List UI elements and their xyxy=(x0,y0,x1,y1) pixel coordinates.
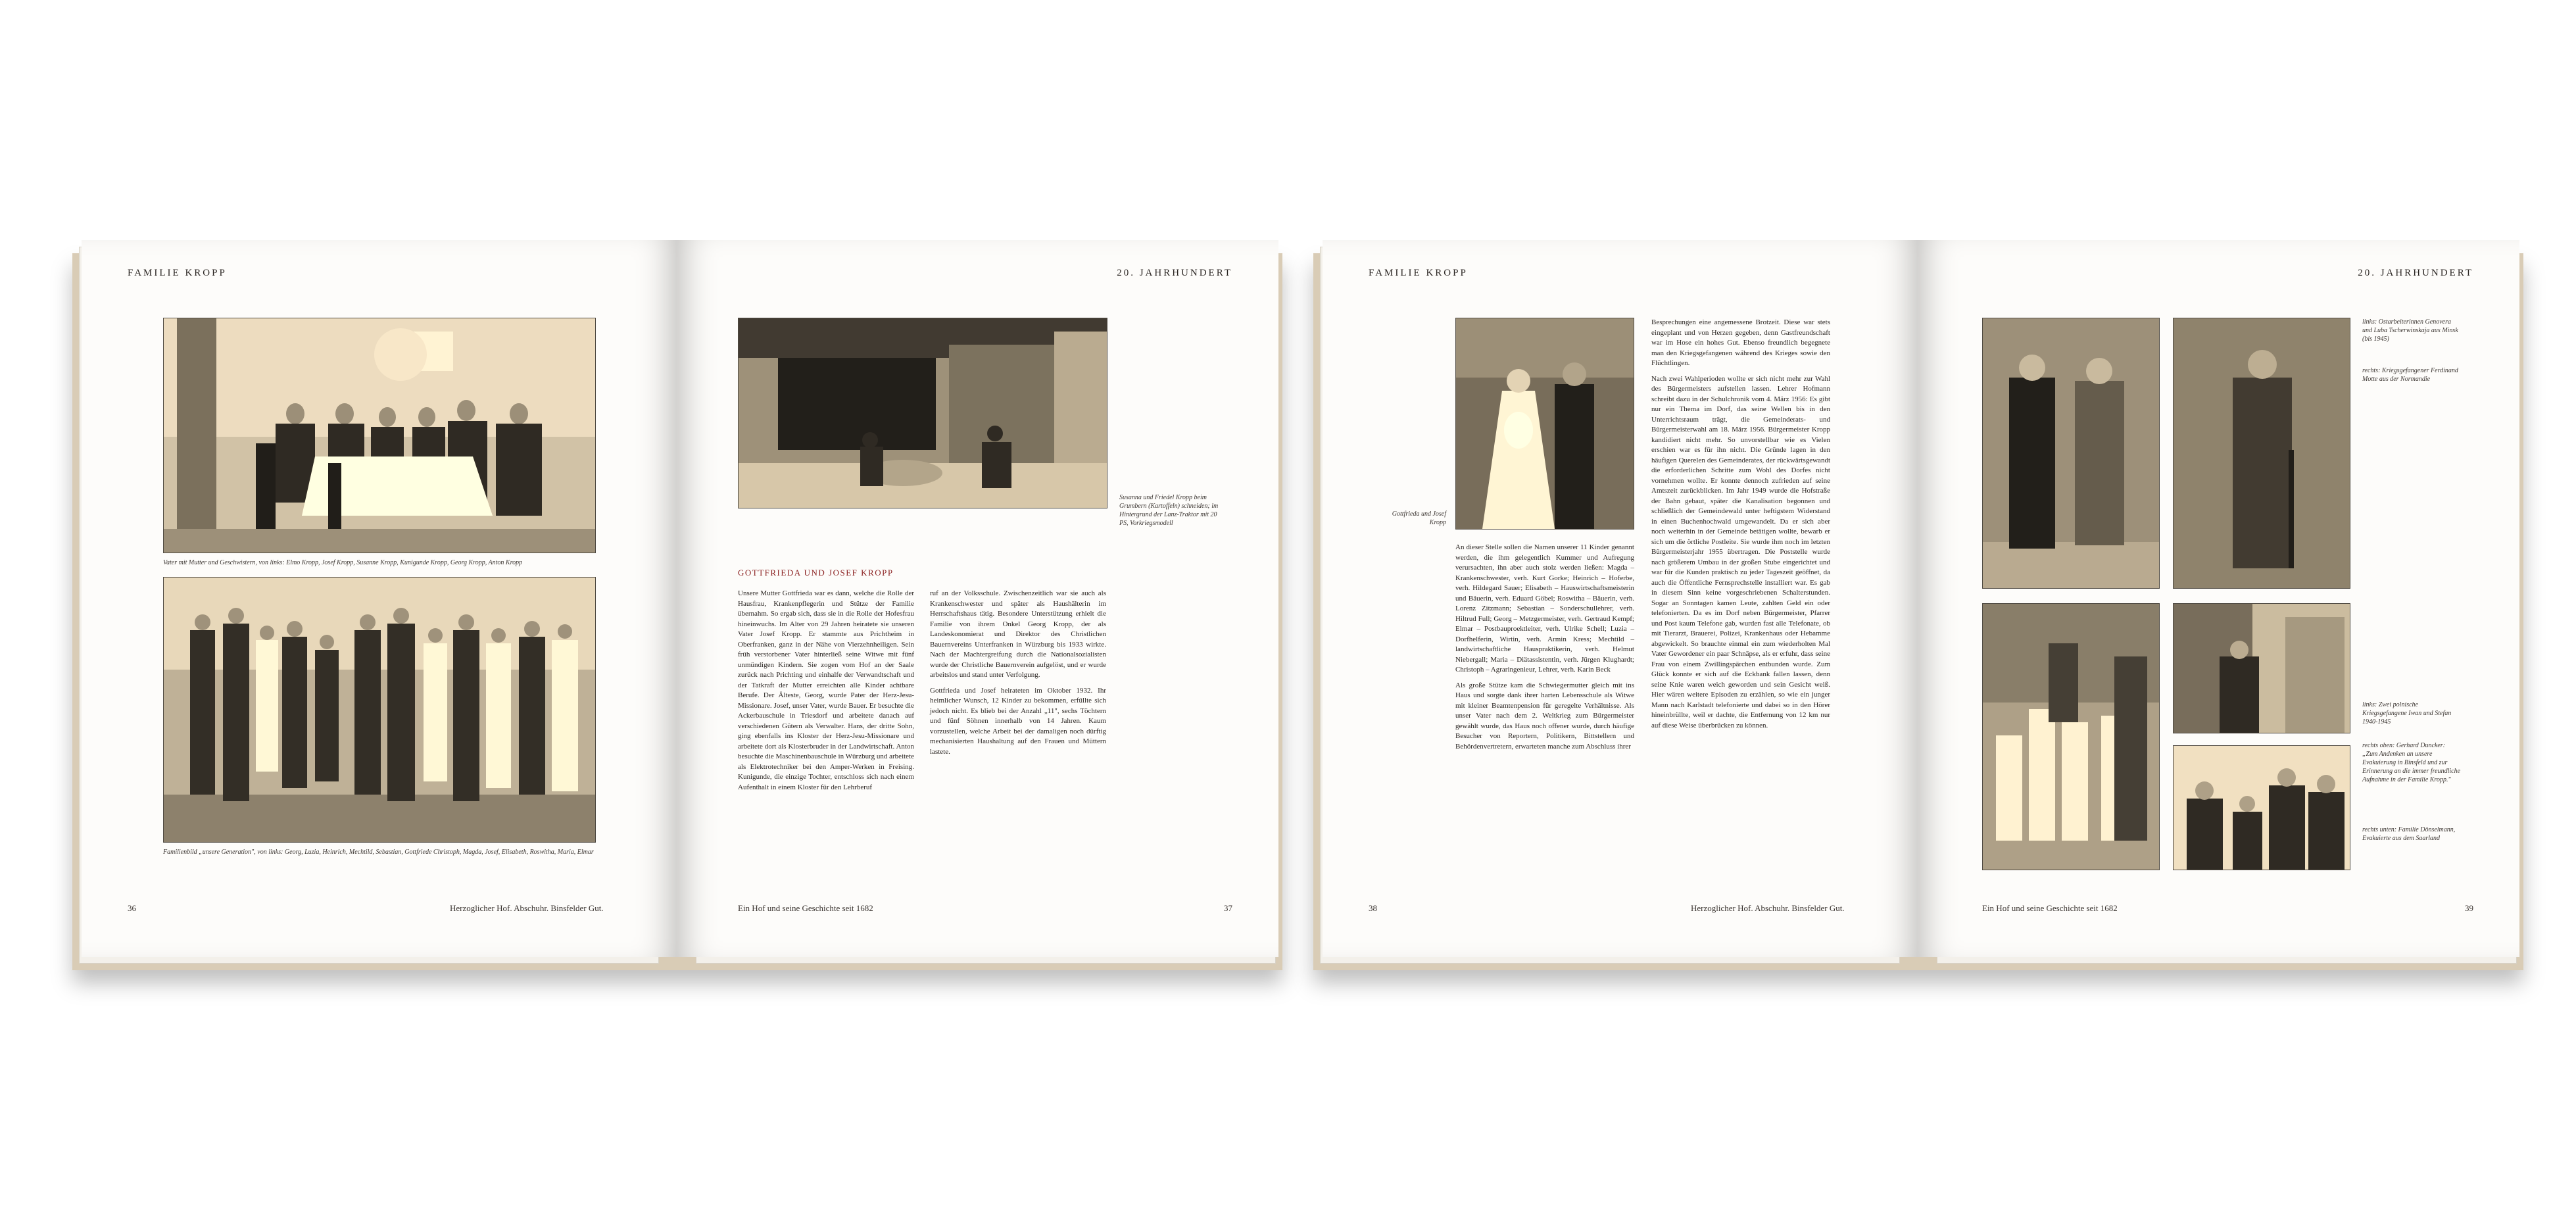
page-36 xyxy=(82,240,677,957)
running-head: 20. JAHRHUNDERT xyxy=(1117,268,1232,278)
caption-wedding-photo: Gottfrieda und Josef Kropp xyxy=(1392,510,1446,526)
caption-potatoes-photo: Susanna und Friedel Kropp beim Grumbern (Kartoffeln) schneiden; im Hintergrund der Lanz-Traktor mit 20 PS, Vorkriegsmodell xyxy=(1119,494,1219,527)
paragraph: Gottfrieda und Josef heirateten im Oktober 1932. Ihr heimlicher Wunsch, 12 Kinder zu bekommen, erfüllte sich jedoch nicht. Es blieb bei der Anzahl „11", sechs Töchtern und fünf Söhnen innerhalb von 14 Jahren. Kaum vorzustellen, welche Arbeit bei der damaligen noch dürftig mechanisierten Haushaltung auf den Frauen und Müttern lastete. xyxy=(930,686,1106,756)
running-head: 20. JAHRHUNDERT xyxy=(2358,268,2473,278)
running-head: FAMILIE KROPP xyxy=(128,268,227,278)
photo-ostarbeiterinnen xyxy=(1982,318,2160,589)
page-39 xyxy=(1918,240,2519,957)
caption-table-photo: Vater mit Mutter und Geschwistern, von links: Elmo Kropp, Josef Kropp, Susanne Kropp, Kunigunde Kropp, Georg Kropp, Anton Kropp xyxy=(163,559,523,566)
photo-gerhard-duncker xyxy=(2173,603,2350,733)
footer-title: Herzoglicher Hof. Abschuhr. Binsfelder Gut. xyxy=(450,903,604,913)
caption-ostarbeiterinnen: links: Ostarbeiterinnen Genovera und Luba Tscherwinskaja aus Minsk (bis 1945) xyxy=(2362,318,2458,343)
footer-title: Herzoglicher Hof. Abschuhr. Binsfelder Gut. xyxy=(1691,903,1845,913)
caption-generation-photo: Familienbild „unsere Generation", von links: Georg, Luzia, Heinrich, Mechtild, Sebastian, Gottfriede Christoph, Magda, Josef, Elisabeth, Roswitha, Maria, Elmar xyxy=(163,849,594,856)
body-column-b xyxy=(1651,318,1830,731)
caption-polish-prisoners: links: Zwei polnische Kriegsgefangene Iwan und Stefan 1940-1945 xyxy=(2362,701,2452,726)
photo-ferdinand-motte xyxy=(2173,318,2350,589)
photo-familie-doenselmann xyxy=(2173,745,2350,870)
body-column-2 xyxy=(930,589,1106,757)
photo-polish-prisoners xyxy=(1982,603,2160,870)
section-title: GOTTFRIEDA UND JOSEF KROPP xyxy=(738,568,894,578)
book-spread-1 xyxy=(78,240,1281,970)
page-number: 39 xyxy=(2465,903,2473,913)
page-38 xyxy=(1323,240,1918,957)
paragraph: Als große Stütze kam die Schwiegermutter gleich mit ins Haus und sorgte dank ihrer harten Lebensschule als Witwe mit kleiner Beamtenpension für geregelte Verhältnisse. Als unser Vater nach dem 2. Weltkrieg zum Bürgermeister gewählt wurde, das Haus noch offener wurde, durch häufige Besucher von Reportern, Politikern, Bittstellern und Behördenvertretern, erwarteten manche zum Abschluss ihrer xyxy=(1455,681,1634,751)
family-photo-generation xyxy=(163,577,596,843)
paragraph: Unsere Mutter Gottfrieda war es dann, welche die Rolle der Hausfrau, Krankenpflegerin und Stütze der Familie übernahm. So ergab sich, dass sie in die Rolle der Hofesfrau hineinwuchs. Im Alter von 29 Jahren heiratete sie unseren Vater Josef Kropp. Er stammte aus Prichtheim in Oberfranken, ganz in der Nähe von Vierzehnheiligen. Sein früh verstorbener Vater hinterließ seine Witwe mit fünf unmündigen Kindern. Sie zogen vom Hof an der Saale zurück nach Prichting und einhalfe der Verwandtschaft und der Tatkraft der Mutter erreichten alle Kinder achtbare Berufe. Der Älteste, Georg, wurde Pater der Herz-Jesu-Missionare. Josef, unser Vater, wurde Bauer. Er besuchte die Ackerbauschule in Triesdorf und arbeitete danach auf verschiedenen Gütern als Verwalter. Hans, der dritte Sohn, ging ebenfalls ins Kloster der Herz-Jesu-Missionare und arbeitete dort als Klosterbruder in der Landwirtschaft. Anton besuchte die Maschinenbauschule in Würzburg und arbeitete als Elektrotechniker bei den Amper-Werken in Freising. Kunigunde, die einzige Tochter, entschloss sich nach einem Aufenthalt in einem Kloster für den Lehrberuf xyxy=(738,589,914,791)
farm-photo-potatoes xyxy=(738,318,1107,508)
caption-duncker: rechts oben: Gerhard Duncker: „Zum Andenken an unsere Evakuierung in Binsfeld und zur Erinnerung an die immer freundliche Aufnahme in der Familie Kropp." xyxy=(2362,742,2461,783)
family-photo-table xyxy=(163,318,596,553)
page-37 xyxy=(677,240,1278,957)
wedding-photo xyxy=(1455,318,1634,530)
paragraph: Nach zwei Wahlperioden wollte er sich nicht mehr zur Wahl des Bürgermeisters aufstellen lassen. Lehrer Hofmann schreibt dazu in der Schulchronik vom 4. März 1956: Es gibt nur ein Thema im Dorf, das seine Wellen bis in den Unterrichtsraum trägt, die Gemeinderats- und Bürgermeisterwahl am 18. März 1956. Bürgermeister Kropp kandidiert nicht mehr. So unvorstellbar wie es Vielen erschien war es für ihn nicht. Die Gründe lagen in den häufigen Querelen des Gemeinderates, der rückwärtsgewandt die erforderlichen Schritte zum Wohl des Dorfes nicht vornehmen wollte. Er konnte dennoch zufrieden auf seine Amtszeit zurückblicken. Im Jahr 1949 wurde die Hofstraße der Bahn gebaut, später die Kanalisation begonnen und schließlich der Gemeindewald unter heftigstem Widerstand in einen Buchenhochwald umgewandelt. Da er sich aber noch weiterhin in der Gemeinde betätigen wollte, bewarb er sich um die örtliche Postleite. Sie wurde ihm noch im letzten Bürgermeisterjahr 1955 übertragen. Die Poststelle wurde nach größerem Umbau in der großen Stube eingerichtet und war für die Kunden praktisch zu jeder Tageszeit geöffnet, da auch die Öffentliche Fernsprechstelle installiert war. Es gab in diesem Sinn keine vorgeschriebenen Schalterstunden. Sogar an Sonntagen kamen Leute, zahlten Geld ein oder telefonierten. Da es im Dorf neben Bürgermeister, Pfarrer und Post kaum Telefone gab, wurden fast alle Telefonate, ob mit Tierarzt, Brauerei, Polizei, Krankenhaus oder Hebamme abgewickelt. So brauchte einmal ein zum wiederholten Mal Vater Gewordener ein paar Schnäpse, als er erfuhr, dass seine Frau von einem Zwillingspärchen entbunden wurde. Zum Glück konnte er sich auf die Eckbank fallen lassen, denn seine Knie waren weich geworden und sein Gesicht weiß. Hier wären weitere Episoden zu erzählen, so wie ein junger Mann nach Karlstadt telefonierte und dabei so in den Hörer hineinbrüllte, weil er dachte, die Entfernung von 12 km nur auf diese Weise überbrücken zu können. xyxy=(1651,374,1830,729)
page-number: 38 xyxy=(1369,903,1377,913)
paragraph: ruf an der Volksschule. Zwischenzeitlich war sie auch als Krankenschwester und später als Haushälterin im Herrschaftshaus tätig. Besondere Unterstützung erhielt die Familie von ihrem Onkel Georg Kropp, der als Landeskonomierat und Direktor des Christlichen Bauernvereins Unterfranken in Würzburg bis 1933 wirkte. Nach der Machtergreifung durch die Nationalsozialisten wurde der Christliche Bauernverein aufgelöst, und er wurde arbeitslos und stand unter Verfolgung. xyxy=(930,589,1106,679)
caption-motte: rechts: Kriegsgefangener Ferdinand Motte aus der Normandie xyxy=(2362,367,2458,383)
paragraph: Besprechungen eine angemessene Brotzeit. Diese war stets eingeplant und von Herzen gegeben, denn Gastfreundschaft war im Hose ein hohes Gut. Ebenso freundlich begegnete man den Kriegsgefangenen während des Krieges sowie den Flüchtlingen. xyxy=(1651,318,1830,367)
book-spread-2 xyxy=(1319,240,2522,970)
footer-title: Ein Hof und seine Geschichte seit 1682 xyxy=(1982,903,2118,913)
caption-doenselmann: rechts unten: Familie Dönselmann, Evakuierte aus dem Saarland xyxy=(2362,826,2456,842)
footer-title: Ein Hof und seine Geschichte seit 1682 xyxy=(738,903,873,913)
page-number: 37 xyxy=(1224,903,1232,913)
paragraph: An dieser Stelle sollen die Namen unserer 11 Kinder genannt werden, die ihm gelegentlich Kummer und Aufregung verursachten, ihn aber auch stolz werden ließen: Magda – Krankenschwester, verh. Kurt Gorke; Heinrich – Hoferbe, verh. Hildegard Sauer; Elisabeth – Hauswirtschaftsmeisterin und Bäuerin, verh. Eduard Göbel; Roswitha – Bäuerin, verh. Lorenz Zitzmann; Sebastian – Sonderschullehrer, verh. Hiltrud Full; Georg – Metzgermeister, verh. Gertraud Kempf; Elmar – Postbauproektleiter, verh. Ulrike Schell; Luzia – Dorfhelferin, Wirtin, verh. Armin Kress; Mechtild – landwirtschaftliche Hauspraktikerin, verh. Helmut Niebergall; Maria – Diätassistentin, verh. Jürgen Klughardt; Christoph – Agraringenieur, Lehrer, verh. Karin Beck xyxy=(1455,543,1634,674)
running-head: FAMILIE KROPP xyxy=(1369,268,1468,278)
body-column-a xyxy=(1455,543,1634,752)
body-column-1 xyxy=(738,589,914,793)
page-number: 36 xyxy=(128,903,136,913)
